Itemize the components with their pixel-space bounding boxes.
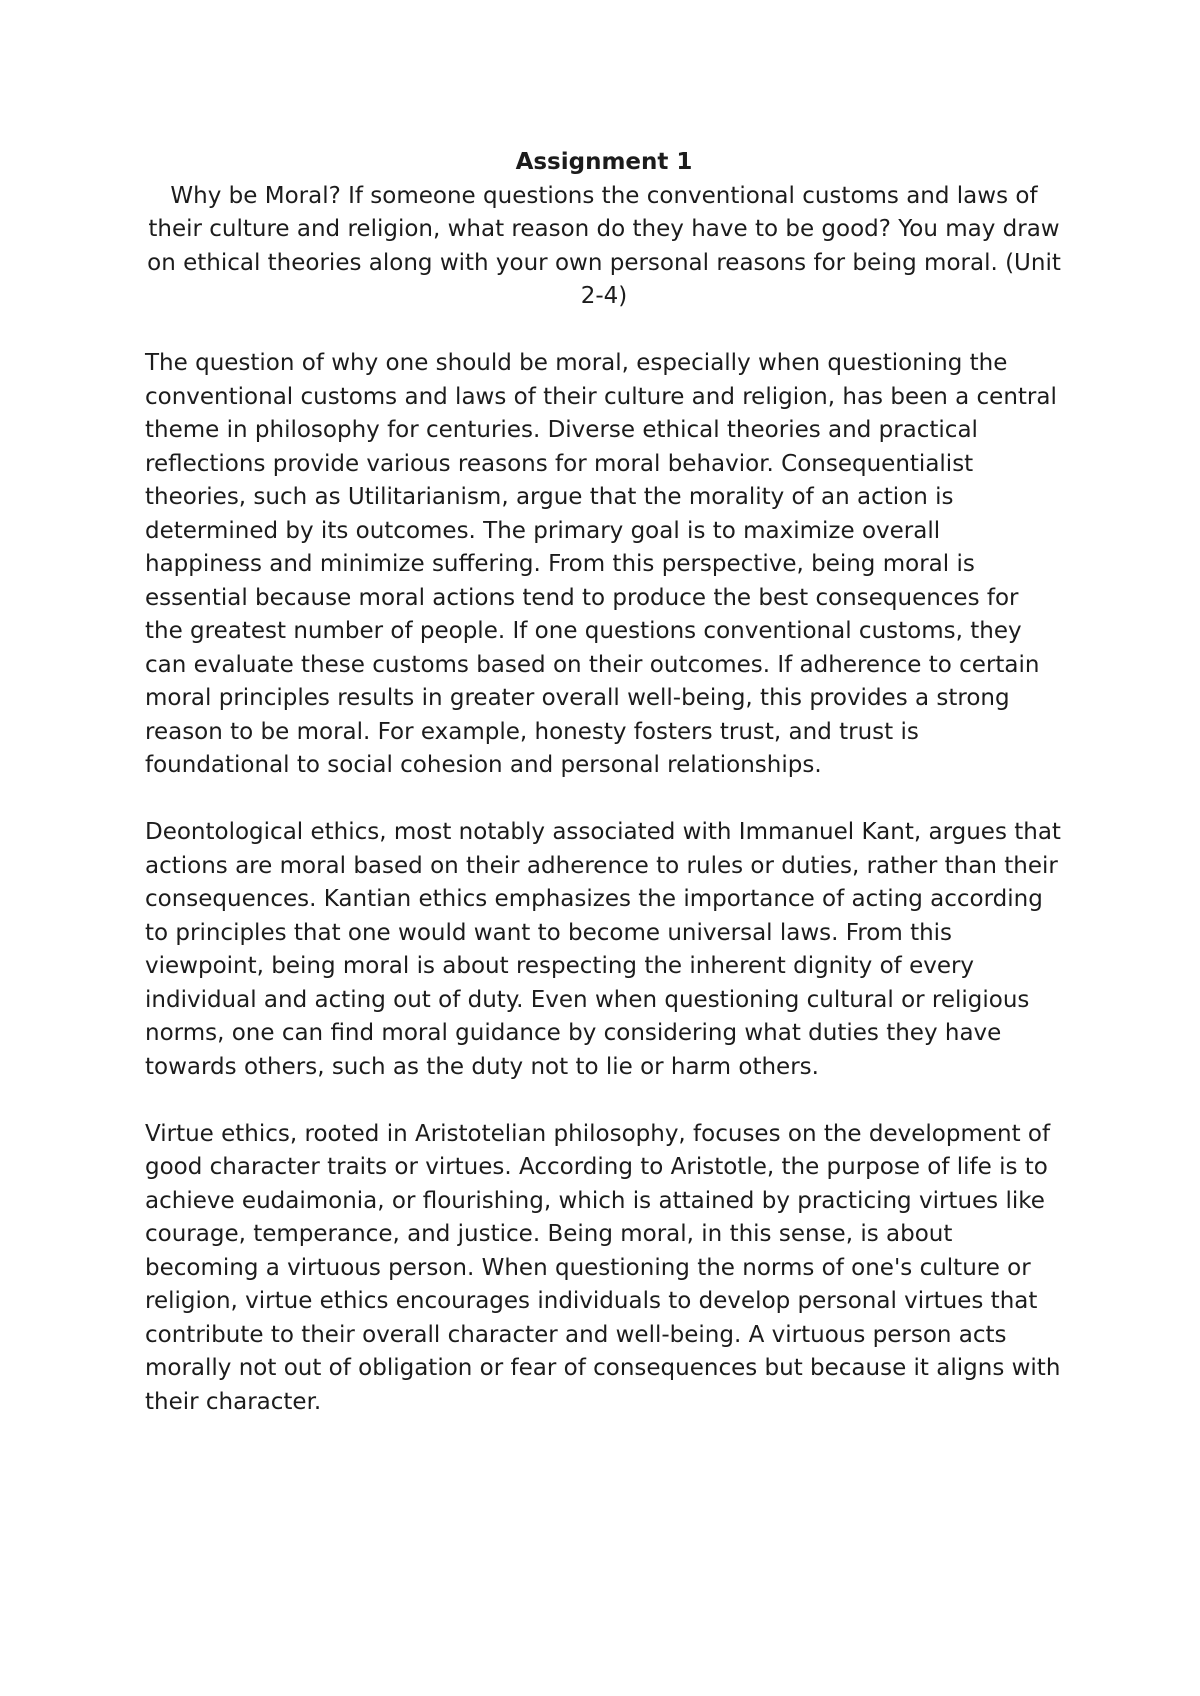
- document-body: [145, 146, 1063, 1419]
- assignment-title: Assignment 1: [515, 149, 693, 175]
- paragraph-deontology: Deontological ethics, most notably associated with Immanuel Kant, argues that actions are moral based on their adherence to rules or duties, rather than their consequences. Kantian ethics emphasizes the importance of acting according to principles that one would want to become universal laws. From this viewpoint, being moral is about respecting the inherent dignity of every individual and acting out of duty. Even when questioning cultural or religious norms, one can find moral guidance by considering what duties they have towards others, such as the duty not to lie or harm others.: [145, 819, 1061, 1080]
- assignment-prompt: Why be Moral? If someone questions the conventional customs and laws of their culture and religion, what reason do they have to be good? You may draw on ethical theories along with your own personal reasons for being moral. (Unit 2-4): [147, 182, 1061, 309]
- paragraph-consequentialism: The question of why one should be moral, especially when questioning the conventional customs and laws of their culture and religion, has been a central theme in philosophy for centuries. Diverse ethical theories and practical reflections provide various reasons for moral behavior. Consequentialist theories, such as Utilitarianism, argue that the morality of an action is determined by its outcomes. The primary goal is to maximize overall happiness and minimize suffering. From this perspective, being moral is essential because moral actions tend to produce the best consequences for the greatest number of people. If one questions conventional customs, they can evaluate these customs based on their outcomes. If adherence to certain moral principles results in greater overall well-being, this provides a strong reason to be moral. For example, honesty fosters trust, and trust is foundational to social cohesion and personal relationships.: [145, 350, 1057, 778]
- paragraph-virtue-ethics: Virtue ethics, rooted in Aristotelian philosophy, focuses on the development of good character traits or virtues. According to Aristotle, the purpose of life is to achieve eudaimonia, or flourishing, which is attained by practicing virtues like courage, temperance, and justice. Being moral, in this sense, is about becoming a virtuous person. When questioning the norms of one's culture or religion, virtue ethics encourages individuals to develop personal virtues that contribute to their overall character and well-being. A virtuous person acts morally not out of obligation or fear of consequences but because it aligns with their character.: [145, 1120, 1061, 1415]
